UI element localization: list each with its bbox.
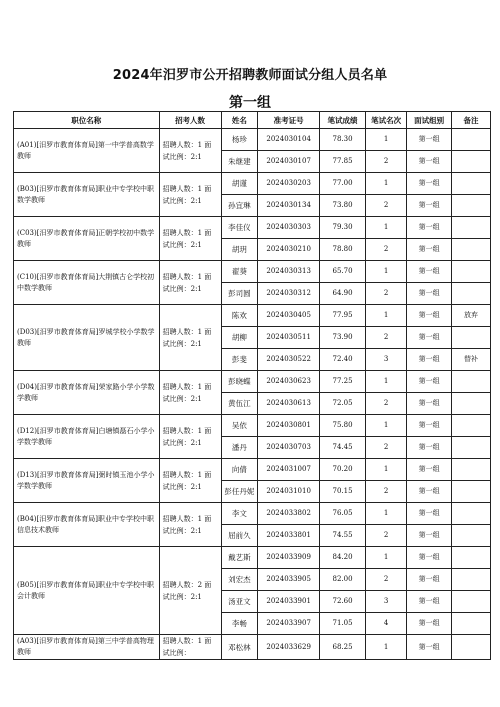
candidate-name-cell: 潘丹 xyxy=(221,437,258,459)
position-title-cell: (D12)[汨罗市教育体育局]白塘镇磊石小学小学数学教师 xyxy=(14,415,160,459)
exam-id-cell: 2024033801 xyxy=(258,525,320,547)
written-rank-cell: 3 xyxy=(365,349,406,371)
note-cell xyxy=(451,569,490,591)
exam-id-cell: 2024033905 xyxy=(258,569,320,591)
quota-cell: 招聘人数：1 面试比例： xyxy=(159,635,221,660)
written-score-cell: 77.25 xyxy=(320,371,366,393)
table-row xyxy=(14,415,491,437)
table-row xyxy=(14,129,491,151)
candidate-name-cell: 向倩 xyxy=(221,459,258,481)
col-header-exam-id: 准考证号 xyxy=(258,112,320,129)
candidate-name-cell: 李文 xyxy=(221,503,258,525)
written-score-cell: 73.90 xyxy=(320,327,366,349)
interview-group-cell: 第一组 xyxy=(407,525,452,547)
note-cell xyxy=(451,635,490,660)
written-rank-cell: 1 xyxy=(365,635,406,660)
quota-cell: 招聘人数：1 面试比例：2:1 xyxy=(159,305,221,371)
quota-cell: 招聘人数：1 面试比例：2:1 xyxy=(159,217,221,261)
position-title-cell: (B04)[汨罗市教育体育局]职业中专学校中职信息技术教师 xyxy=(14,503,160,547)
note-cell xyxy=(451,525,490,547)
written-score-cell: 82.00 xyxy=(320,569,366,591)
note-cell: 替补 xyxy=(451,349,490,371)
note-cell xyxy=(451,195,490,217)
exam-id-cell: 2024030405 xyxy=(258,305,320,327)
col-header-group: 面试组别 xyxy=(407,112,452,129)
quota-cell: 招聘人数：1 面试比例：2:1 xyxy=(159,415,221,459)
candidate-name-cell: 彭斐 xyxy=(221,349,258,371)
col-header-quota: 招考人数 xyxy=(159,112,221,129)
col-header-rank: 笔试名次 xyxy=(365,112,406,129)
exam-id-cell: 2024033909 xyxy=(258,547,320,569)
written-score-cell: 74.55 xyxy=(320,525,366,547)
note-cell xyxy=(451,591,490,613)
candidate-name-cell: 屈前久 xyxy=(221,525,258,547)
position-title-cell: (C03)[汨罗市教育体育局]正朝学校初中数学教师 xyxy=(14,217,160,261)
interview-group-cell: 第一组 xyxy=(407,481,452,503)
interview-group-cell: 第一组 xyxy=(407,459,452,481)
exam-id-cell: 2024031010 xyxy=(258,481,320,503)
written-score-cell: 77.85 xyxy=(320,151,366,173)
candidate-name-cell: 胡谨 xyxy=(221,173,258,195)
written-score-cell: 65.70 xyxy=(320,261,366,283)
note-cell xyxy=(451,239,490,261)
col-header-name: 姓名 xyxy=(221,112,258,129)
candidate-name-cell: 陈欢 xyxy=(221,305,258,327)
written-score-cell: 77.00 xyxy=(320,173,366,195)
written-rank-cell: 2 xyxy=(365,327,406,349)
note-cell xyxy=(451,129,490,151)
written-rank-cell: 1 xyxy=(365,173,406,195)
interview-group-table xyxy=(13,111,491,660)
note-cell xyxy=(451,613,490,635)
written-rank-cell: 1 xyxy=(365,371,406,393)
note-cell xyxy=(451,547,490,569)
note-cell xyxy=(451,481,490,503)
written-rank-cell: 1 xyxy=(365,459,406,481)
candidate-name-cell: 杨珍 xyxy=(221,129,258,151)
document-title: 2024年汨罗市公开招聘教师面试分组人员名单 xyxy=(112,68,388,83)
col-header-note: 备注 xyxy=(451,112,490,129)
written-score-cell: 79.30 xyxy=(320,217,366,239)
note-cell xyxy=(451,415,490,437)
written-rank-cell: 1 xyxy=(365,305,406,327)
table-row xyxy=(14,305,491,327)
note-cell: 放弃 xyxy=(451,305,490,327)
written-rank-cell: 1 xyxy=(365,217,406,239)
interview-group-cell: 第一组 xyxy=(407,305,452,327)
written-rank-cell: 2 xyxy=(365,239,406,261)
note-cell xyxy=(451,503,490,525)
written-rank-cell: 2 xyxy=(365,195,406,217)
candidate-name-cell: 彭司圆 xyxy=(221,283,258,305)
written-score-cell: 76.05 xyxy=(320,503,366,525)
candidate-name-cell: 胡柳 xyxy=(221,327,258,349)
table-row xyxy=(14,503,491,525)
exam-id-cell: 2024030210 xyxy=(258,239,320,261)
exam-id-cell: 2024033901 xyxy=(258,591,320,613)
exam-id-cell: 2024030613 xyxy=(258,393,320,415)
table-header-row xyxy=(14,112,491,129)
exam-id-cell: 2024030203 xyxy=(258,173,320,195)
col-header-position: 职位名称 xyxy=(14,112,160,129)
table-row xyxy=(14,635,491,660)
written-score-cell: 75.80 xyxy=(320,415,366,437)
exam-id-cell: 2024030134 xyxy=(258,195,320,217)
interview-group-cell: 第一组 xyxy=(407,217,452,239)
candidate-name-cell: 汤亚文 xyxy=(221,591,258,613)
candidate-name-cell: 彭任丹妮 xyxy=(221,481,258,503)
exam-id-cell: 2024033802 xyxy=(258,503,320,525)
interview-group-cell: 第一组 xyxy=(407,569,452,591)
quota-cell: 招聘人数：1 面试比例：2:1 xyxy=(159,371,221,415)
exam-id-cell: 2024030313 xyxy=(258,261,320,283)
written-score-cell: 68.25 xyxy=(320,635,366,660)
exam-id-cell: 2024030511 xyxy=(258,327,320,349)
exam-id-cell: 2024031007 xyxy=(258,459,320,481)
written-rank-cell: 1 xyxy=(365,129,406,151)
written-rank-cell: 3 xyxy=(365,591,406,613)
interview-group-cell: 第一组 xyxy=(407,195,452,217)
exam-id-cell: 2024030104 xyxy=(258,129,320,151)
exam-id-cell: 2024030801 xyxy=(258,415,320,437)
written-rank-cell: 4 xyxy=(365,613,406,635)
written-score-cell: 84.20 xyxy=(320,547,366,569)
position-title-cell: (B03)[汨罗市教育体育局]职业中专学校中职数学教师 xyxy=(14,173,160,217)
written-score-cell: 78.30 xyxy=(320,129,366,151)
written-rank-cell: 2 xyxy=(365,569,406,591)
interview-group-cell: 第一组 xyxy=(407,591,452,613)
candidate-name-cell: 孙宜琳 xyxy=(221,195,258,217)
written-rank-cell: 2 xyxy=(365,437,406,459)
position-title-cell: (D03)[汨罗市教育体育局]罗城学校小学数学教师 xyxy=(14,305,160,371)
exam-id-cell: 2024030312 xyxy=(258,283,320,305)
table-row xyxy=(14,173,491,195)
quota-cell: 招聘人数：1 面试比例：2:1 xyxy=(159,503,221,547)
note-cell xyxy=(451,459,490,481)
interview-group-cell: 第一组 xyxy=(407,349,452,371)
table-row xyxy=(14,547,491,569)
note-cell xyxy=(451,283,490,305)
interview-group-cell: 第一组 xyxy=(407,547,452,569)
interview-group-cell: 第一组 xyxy=(407,151,452,173)
group-title: 第一组 xyxy=(229,95,271,111)
quota-cell: 招聘人数：1 面试比例：2:1 xyxy=(159,129,221,173)
exam-id-cell: 2024030303 xyxy=(258,217,320,239)
written-score-cell: 70.15 xyxy=(320,481,366,503)
exam-id-cell: 2024030522 xyxy=(258,349,320,371)
interview-group-cell: 第一组 xyxy=(407,437,452,459)
candidate-name-cell: 李畅 xyxy=(221,613,258,635)
note-cell xyxy=(451,371,490,393)
table-row xyxy=(14,371,491,393)
written-rank-cell: 1 xyxy=(365,547,406,569)
written-score-cell: 78.80 xyxy=(320,239,366,261)
interview-group-cell: 第一组 xyxy=(407,371,452,393)
exam-id-cell: 2024030703 xyxy=(258,437,320,459)
table-row xyxy=(14,217,491,239)
note-cell xyxy=(451,217,490,239)
written-score-cell: 72.40 xyxy=(320,349,366,371)
written-score-cell: 74.45 xyxy=(320,437,366,459)
note-cell xyxy=(451,393,490,415)
written-rank-cell: 1 xyxy=(365,503,406,525)
written-score-cell: 70.20 xyxy=(320,459,366,481)
written-rank-cell: 2 xyxy=(365,481,406,503)
written-rank-cell: 2 xyxy=(365,393,406,415)
exam-id-cell: 2024030107 xyxy=(258,151,320,173)
position-title-cell: (A03)[汨罗市教育体育局]第三中学普高物理教师 xyxy=(14,635,160,660)
written-score-cell: 64.90 xyxy=(320,283,366,305)
written-rank-cell: 1 xyxy=(365,415,406,437)
note-cell xyxy=(451,437,490,459)
candidate-name-cell: 黄伍江 xyxy=(221,393,258,415)
interview-group-cell: 第一组 xyxy=(407,393,452,415)
candidate-name-cell: 邓松林 xyxy=(221,635,258,660)
position-title-cell: (D04)[汨罗市教育体育局]荣家路小学小学数学教师 xyxy=(14,371,160,415)
note-cell xyxy=(451,261,490,283)
written-rank-cell: 1 xyxy=(365,261,406,283)
candidate-name-cell: 朱继建 xyxy=(221,151,258,173)
exam-id-cell: 2024033629 xyxy=(258,635,320,660)
written-rank-cell: 2 xyxy=(365,151,406,173)
written-score-cell: 71.05 xyxy=(320,613,366,635)
written-rank-cell: 2 xyxy=(365,283,406,305)
candidate-name-cell: 彭晓蝶 xyxy=(221,371,258,393)
note-cell xyxy=(451,327,490,349)
candidate-name-cell: 翟葵 xyxy=(221,261,258,283)
table-row xyxy=(14,261,491,283)
quota-cell: 招聘人数：1 面试比例：2:1 xyxy=(159,173,221,217)
exam-id-cell: 2024033907 xyxy=(258,613,320,635)
interview-group-cell: 第一组 xyxy=(407,327,452,349)
written-score-cell: 72.60 xyxy=(320,591,366,613)
table-row xyxy=(14,459,491,481)
candidate-name-cell: 刘宏杰 xyxy=(221,569,258,591)
interview-group-cell: 第一组 xyxy=(407,261,452,283)
quota-cell: 招聘人数：1 面试比例：2:1 xyxy=(159,459,221,503)
interview-group-cell: 第一组 xyxy=(407,129,452,151)
candidate-name-cell: 戴艺斯 xyxy=(221,547,258,569)
interview-group-cell: 第一组 xyxy=(407,503,452,525)
candidate-name-cell: 胡玥 xyxy=(221,239,258,261)
quota-cell: 招聘人数：2 面试比例：2:1 xyxy=(159,547,221,635)
candidate-name-cell: 李佳仪 xyxy=(221,217,258,239)
written-score-cell: 72.05 xyxy=(320,393,366,415)
candidate-name-cell: 吴依 xyxy=(221,415,258,437)
interview-group-cell: 第一组 xyxy=(407,415,452,437)
note-cell xyxy=(451,151,490,173)
interview-group-cell: 第一组 xyxy=(407,613,452,635)
position-title-cell: (A01)[汨罗市教育体育局]第一中学普高数学教师 xyxy=(14,129,160,173)
written-score-cell: 77.95 xyxy=(320,305,366,327)
position-title-cell: (D13)[汨罗市教育体育局]弼时镇玉池小学小学数学教师 xyxy=(14,459,160,503)
written-rank-cell: 2 xyxy=(365,525,406,547)
position-title-cell: (B05)[汨罗市教育体育局]职业中专学校中职会计教师 xyxy=(14,547,160,635)
interview-group-cell: 第一组 xyxy=(407,173,452,195)
interview-group-cell: 第一组 xyxy=(407,239,452,261)
table-body xyxy=(14,129,491,660)
exam-id-cell: 2024030623 xyxy=(258,371,320,393)
written-score-cell: 73.80 xyxy=(320,195,366,217)
quota-cell: 招聘人数：1 面试比例：2:1 xyxy=(159,261,221,305)
col-header-score: 笔试成绩 xyxy=(320,112,366,129)
note-cell xyxy=(451,173,490,195)
interview-group-cell: 第一组 xyxy=(407,635,452,660)
interview-group-cell: 第一组 xyxy=(407,283,452,305)
position-title-cell: (C10)[汨罗市教育体育局]大荆镇古仑学校初中数学教师 xyxy=(14,261,160,305)
